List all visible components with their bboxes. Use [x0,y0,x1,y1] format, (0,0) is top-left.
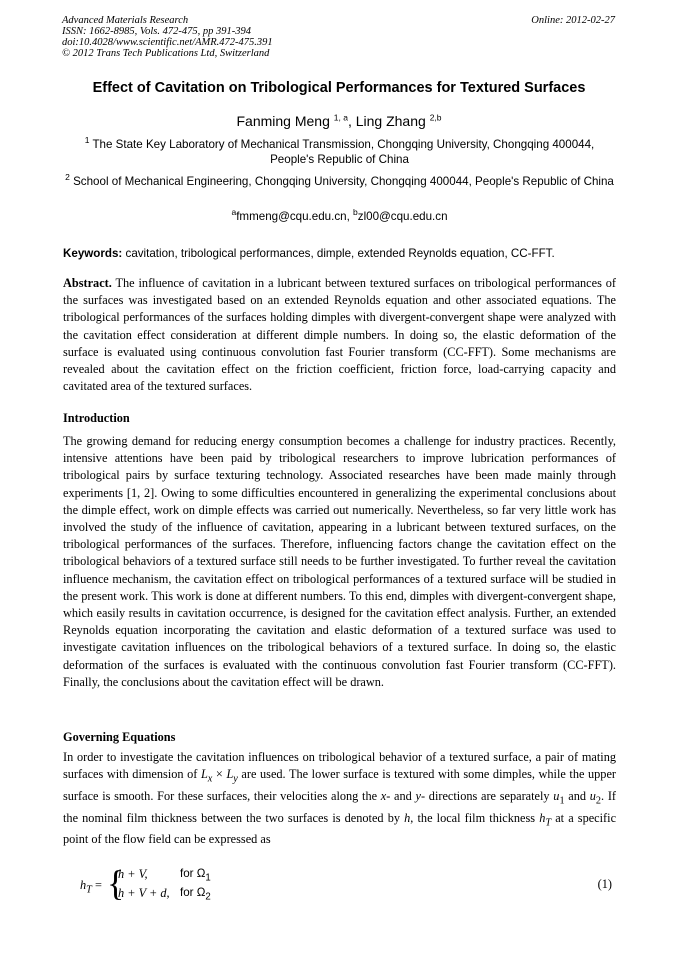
section-heading-introduction: Introduction [63,411,130,425]
email-link[interactable]: zl00@cqu.edu.cn [357,210,448,223]
equation-lhs: $h_T$ = [80,878,102,896]
math-var: L [200,767,208,782]
section-heading-governing-equations: Governing Equations [63,730,176,744]
abstract-text: The influence of cavitation in a lubricant between textured surfaces on tribological performances of the surfaces was investigated based on an extended Reynolds equation and other associated equations. The tribological performances of the surfaces holding dimples with divergent-convergent shape were analyzed with the cavitation effect consideration at different dimple numbers. In doing so, the elastic deformation of the surface is evaluated using continuous convolution fast Fourier transform (CC-FFT). Some mechanisms are revealed about the cavitation effect on the friction coefficient, friction force, load-carrying capacity and cavitated area of the textured surfaces. [63,276,617,394]
affiliation-text: School of Mechanical Engineering, Chongqing University, Chongqing 400044, People's Republic of China [73,175,614,188]
author-name: Fanming Meng [236,113,330,129]
journal-copyright: © 2012 Trans Tech Publications Ltd, Switzerland [62,48,270,59]
equation-condition-1: for $\Omega_1$ [180,867,211,884]
affiliation-1 [62,137,617,167]
affiliation-2 [62,174,617,189]
equation-number: (1) [597,877,612,891]
paper-title: Effect of Cavitation on Tribological Performances for Textured Surfaces [92,80,586,96]
equation-case-2: h + V + d, [118,886,170,900]
affiliation-marker: 1 [84,135,90,146]
journal-name: Advanced Materials Research [62,15,189,26]
abstract [63,275,616,395]
abstract-label: Abstract. [63,276,112,290]
journal-header [62,15,273,59]
email-line: $^a$fmmeng@cqu.edu.cn, $^b$zl00@cqu.edu.cn [231,207,448,223]
introduction-paragraph: The growing demand for reducing energy consumption becomes a challenge for industry practices. Recently, intensive attentions have been paid by tribological researchers to improve lubrication performances of tribological pairs by surface texturing technology. Associated researches have been made mainly through experiments [1, 2]. Owing to some difficulties encountered in generalizing the experimental conclusions about the dimple effect, work on dimple effects was carried out numerically. Nevertheless, so far very little work has involved the study of the influence of cavitation, appearing in a lubricant between textured surfaces, on the tribological performances of the surfaces. Therefore, influencing factors change the cavitation effect on the tribological behaviors of a textured surface still needs to be further investigated. To further reveal the cavitation influence mechanism, the cavitation effect on tribological performances of a textured surface will be studied in the present work. This work is done at different numbers. To this end, dimples with divergent-convergent shape, which easily results in cavitation occurrence, is designed for the cavitation effect analysis. Further, an extended Reynolds equation incorporating the cavitation and elastic deformation of a textured surface was used to investigate cavitation influences on the tribological behaviors of a textured surface. In doing so, the elastic deformation of the surfaces is evaluated with the continuous convolution fast Fourier transform (CC-FFT). Finally, the conclusions about the cavitation effect will be drawn. [63,434,616,689]
equation-case-1: h + V, [118,867,148,881]
journal-doi: doi:10.4028/www.scientific.net/AMR.472-475.391 [62,37,273,48]
email-marker: a [231,207,237,218]
governing-paragraph: In order to investigate the cavitation influences on tribological behavior of a textured surface, a pair of mating surfaces with dimension of $L_x \times L_y$ are used. The lower surface is textured with some dimples, while the upper surface is smooth. For these surfaces, their velocities along the x- and y- directions are separately $u_1$ and $u_2$. If the nominal film thickness between the two surfaces is denoted by h, the local film thickness $h_T$ at a specific point of the flow field can be expressed as [63,750,617,847]
author-superscript: 2,b [429,112,442,123]
affiliation-text: The State Key Laboratory of Mechanical Transmission, Chongqing University, Chongqing 400044, People's Republic of China [92,138,595,166]
equation-condition-2: for $\Omega_2$ [180,886,211,903]
affiliation-marker: 2 [65,172,70,183]
online-date: Online: 2012-02-27 [531,15,615,26]
author-superscript: 1, a [333,112,348,123]
equation-1 [80,863,620,906]
math-var: L [226,767,234,782]
email-link[interactable]: fmmeng@cqu.edu.cn [236,210,347,223]
author-name: Ling Zhang [355,113,426,129]
journal-issn: ISSN: 1662-8985, Vols. 472-475, pp 391-394 [62,26,251,37]
keywords-text: cavitation, tribological performances, dimple, extended Reynolds equation, CC-FFT. [125,247,555,260]
author-list: Fanming Meng $^{1, a}$, Ling Zhang $^{2,b}$ [236,112,442,129]
brace-symbol: { [107,863,125,903]
keywords [63,247,616,260]
email-marker: b [353,207,358,218]
keywords-label: Keywords: [63,247,123,260]
